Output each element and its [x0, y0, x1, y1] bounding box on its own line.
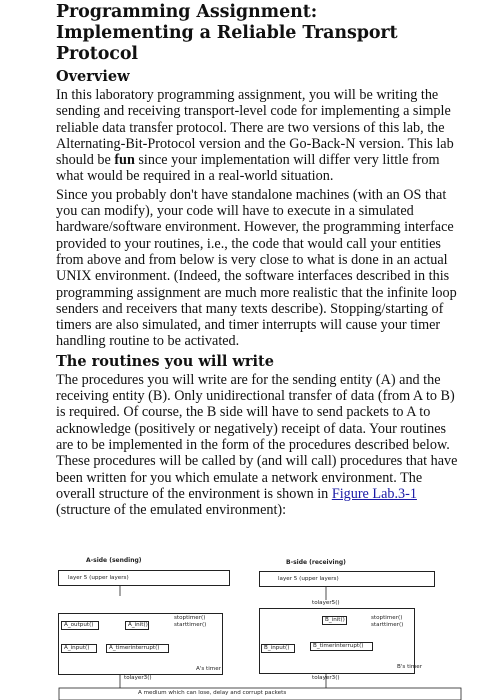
environment-diagram	[56, 556, 466, 700]
a-side-label: A-side (sending)	[86, 557, 142, 564]
b-stoptimer-label: stoptimer()	[371, 615, 403, 621]
overview-p1-bold: fun	[114, 152, 135, 169]
b-tolayer5-label: tolayer5()	[312, 600, 340, 606]
routines-heading: The routines you will write	[56, 352, 274, 370]
overview-heading: Overview	[56, 68, 130, 85]
routines-text-end: (structure of the emulated environment):	[56, 502, 287, 519]
overview-paragraph-2: Since you probably don't have standalone machines (with an OS that you can modify), your code will have to execute in a simulated hardware/software environment. However, the programming interface provided to your routines, i.e., the code that would call your entities from above and from below is very close to what is done in an actual UNIX environment. (Indeed, the software interfaces described in this programming assignment are much more realistic that the infinite loop senders and receivers that many texts describe). Stopping/starting of timers are also simulated, and timer interrupts will cause your timer handling routine to be activated.	[56, 186, 457, 350]
a-init-box: A_init()	[125, 621, 149, 630]
b-layer5-box	[259, 571, 435, 587]
a-input-box: A_input()	[61, 644, 97, 653]
page-title: Programming Assignment: Implementing a Reliable Transport Protocol	[56, 2, 398, 64]
b-input-box: B_input()	[261, 644, 295, 653]
overview-p1-text-end: since your implementation will differ very little from what would be required in a real-world situation.	[56, 152, 440, 185]
a-output-box: A_output()	[61, 621, 99, 630]
b-timerinterrupt-box: B_timerinterrupt()	[310, 642, 373, 651]
a-starttimer-label: starttimer()	[174, 622, 207, 628]
a-layer5-label: layer 5 (upper layers)	[68, 575, 129, 581]
figure-link[interactable]: Figure Lab.3-1	[331, 485, 417, 502]
b-layer5-label: layer 5 (upper layers)	[278, 576, 339, 582]
b-tolayer3-label: tolayer3()	[312, 675, 340, 681]
b-side-label: B-side (receiving)	[286, 559, 346, 566]
a-tolayer3-label: tolayer3()	[124, 675, 152, 681]
overview-paragraph-1	[56, 87, 459, 185]
routines-text: The procedures you will write are for the sending entity (A) and the receiving entity (B). Only unidirectional transfer of data (from A to B) is required. Of course, the B side will have to send packets to A to acknowledge (positively or negatively) receipt of data. Your routines are to be implemented in the form of the procedures described below. These procedures will be called by (and will call) procedures that have been written for you which emulate a network environment. The overall structure of the environment is shown in	[56, 371, 458, 502]
a-timerinterrupt-box: A_timerinterrupt()	[106, 644, 169, 653]
b-starttimer-label: starttimer()	[371, 622, 404, 628]
b-timer-label: B's timer	[397, 664, 423, 670]
b-init-box: B_init()	[322, 616, 347, 625]
a-layer5-box	[58, 570, 230, 586]
a-timer-label: A's timer	[196, 666, 221, 672]
overview-p1-text: In this laboratory programming assignment, you will be writing the sending and receiving transport-level code for implementing a simple reliable data transfer protocol. There are two versions of this lab, the Alternating-Bit-Protocol version and the Go-Back-N version. This lab should be	[56, 87, 454, 169]
a-stoptimer-label: stoptimer()	[174, 615, 206, 621]
medium-label: A medium which can lose, delay and corrupt packets	[138, 690, 287, 696]
routines-paragraph	[56, 372, 459, 519]
